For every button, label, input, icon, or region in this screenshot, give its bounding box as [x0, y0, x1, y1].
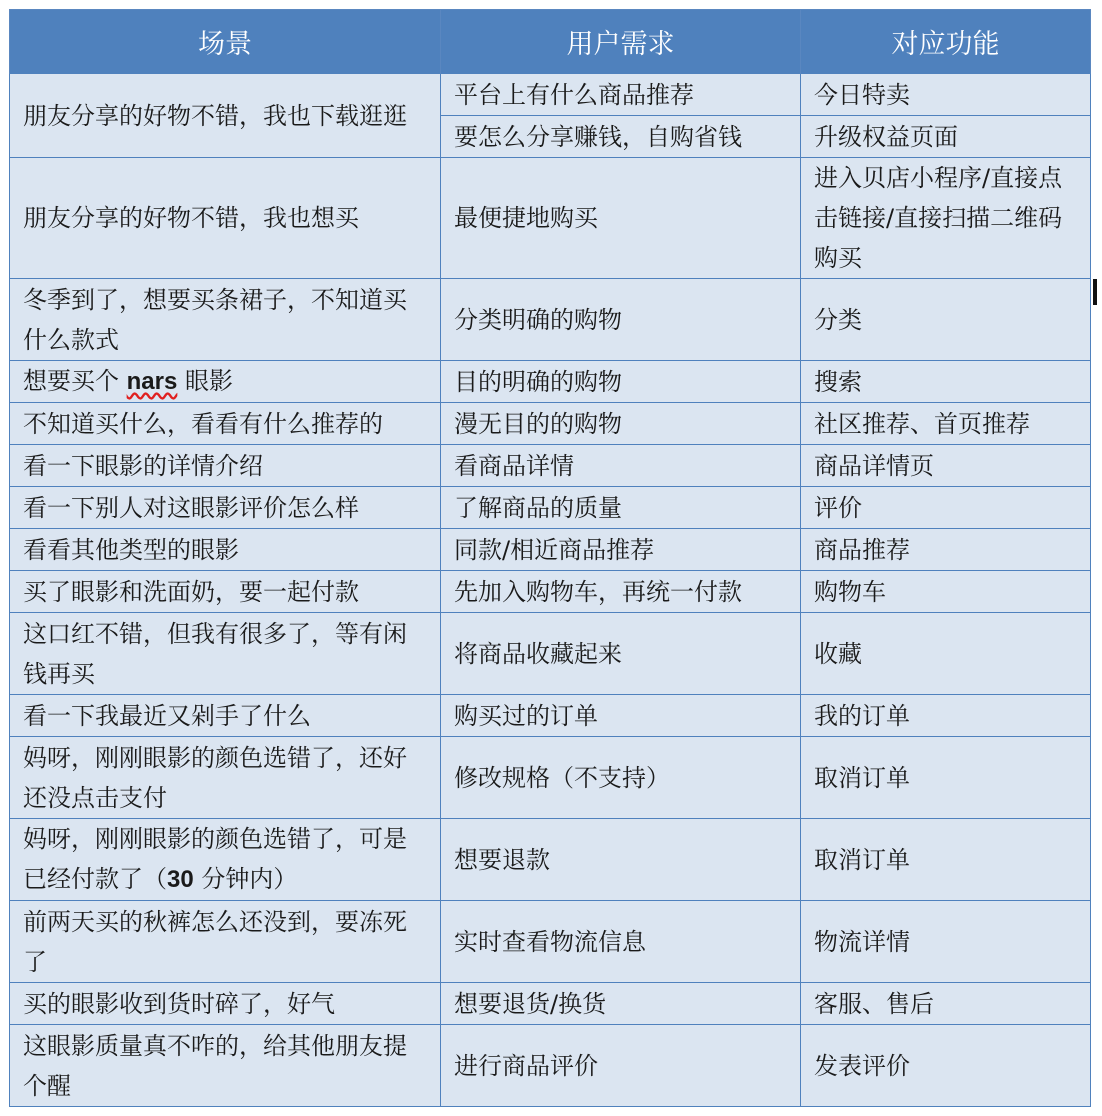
scene-cell: 这眼影质量真不咋的，给其他朋友提个醒: [10, 1025, 441, 1107]
need-cell: 实时查看物流信息: [441, 901, 801, 983]
scene-cell: 看一下眼影的详情介绍: [10, 445, 441, 487]
scene-cell: 看一下我最近又剁手了什么: [10, 695, 441, 737]
need-cell: 想要退款: [441, 819, 801, 901]
table-row: [10, 901, 1091, 983]
table-row: [10, 1025, 1091, 1107]
scene-cell: 看一下别人对这眼影评价怎么样: [10, 487, 441, 529]
function-cell: 收藏: [801, 613, 1091, 695]
text-cursor: [1093, 279, 1097, 305]
function-cell: 客服、售后: [801, 983, 1091, 1025]
brand-text: nars: [126, 368, 178, 395]
need-cell: 分类明确的购物: [441, 279, 801, 361]
scene-cell: 买的眼影收到货时碎了，好气: [10, 983, 441, 1025]
scene-text-post: 眼影: [177, 367, 233, 395]
scene-cell: 妈呀，刚刚眼影的颜色选错了，还好还没点击支付: [10, 737, 441, 819]
function-cell: 商品推荐: [801, 529, 1091, 571]
scene-text-pre: 妈呀，刚刚眼影的颜色选错了，可是已经付款了（: [23, 825, 407, 893]
scene-cell: 买了眼影和洗面奶，要一起付款: [10, 571, 441, 613]
function-cell: 搜索: [801, 361, 1091, 403]
function-cell: 分类: [801, 279, 1091, 361]
table-row: [10, 529, 1091, 571]
table-row: [10, 571, 1091, 613]
scene-cell: 看看其他类型的眼影: [10, 529, 441, 571]
need-cell: 平台上有什么商品推荐: [441, 74, 801, 116]
table-row: [10, 445, 1091, 487]
need-cell: 最便捷地购买: [441, 158, 801, 279]
need-cell: 进行商品评价: [441, 1025, 801, 1107]
table-row: [10, 487, 1091, 529]
need-cell: 想要退货/换货: [441, 983, 801, 1025]
function-cell: 物流详情: [801, 901, 1091, 983]
scene-cell: 不知道买什么，看看有什么推荐的: [10, 403, 441, 445]
table-row: [10, 983, 1091, 1025]
table-row: [10, 361, 1091, 403]
need-cell: 漫无目的的购物: [441, 403, 801, 445]
need-cell: 目的明确的购物: [441, 361, 801, 403]
function-cell: 购物车: [801, 571, 1091, 613]
function-cell: 取消订单: [801, 819, 1091, 901]
scene-cell: 前两天买的秋裤怎么还没到，要冻死了: [10, 901, 441, 983]
scene-text-post: 分钟内）: [193, 865, 298, 893]
function-cell: 今日特卖: [801, 74, 1091, 116]
scene-cell: 朋友分享的好物不错，我也下载逛逛: [10, 74, 441, 158]
header-row: [10, 10, 1091, 74]
need-cell: 先加入购物车，再统一付款: [441, 571, 801, 613]
function-cell: 取消订单: [801, 737, 1091, 819]
function-cell: 发表评价: [801, 1025, 1091, 1107]
need-cell: 同款/相近商品推荐: [441, 529, 801, 571]
need-cell: 看商品详情: [441, 445, 801, 487]
table-row: [10, 819, 1091, 901]
scene-cell: 这口红不错，但我有很多了，等有闲钱再买: [10, 613, 441, 695]
table-row: [10, 158, 1091, 279]
function-cell: 我的订单: [801, 695, 1091, 737]
table-row: [10, 403, 1091, 445]
function-cell: 进入贝店小程序/直接点击链接/直接扫描二维码购买: [801, 158, 1091, 279]
function-cell: 升级权益页面: [801, 116, 1091, 158]
header-scene: 场景: [10, 10, 441, 74]
need-cell: 要怎么分享赚钱，自购省钱: [441, 116, 801, 158]
scene-cell: [10, 361, 441, 403]
minutes-number: 30: [167, 866, 194, 893]
header-need: 用户需求: [441, 10, 801, 74]
scene-cell: [10, 819, 441, 901]
function-cell: 评价: [801, 487, 1091, 529]
table-row: [10, 695, 1091, 737]
need-cell: 修改规格（不支持）: [441, 737, 801, 819]
need-cell: 将商品收藏起来: [441, 613, 801, 695]
need-cell: 购买过的订单: [441, 695, 801, 737]
scene-text-pre: 想要买个: [23, 367, 127, 395]
table-row: [10, 613, 1091, 695]
scenario-function-table: [9, 9, 1091, 1107]
header-function: 对应功能: [801, 10, 1091, 74]
table-row: [10, 737, 1091, 819]
table-row: [10, 279, 1091, 361]
need-cell: 了解商品的质量: [441, 487, 801, 529]
function-cell: 商品详情页: [801, 445, 1091, 487]
scene-cell: 冬季到了，想要买条裙子，不知道买什么款式: [10, 279, 441, 361]
table-row: [10, 74, 1091, 116]
scene-cell: 朋友分享的好物不错，我也想买: [10, 158, 441, 279]
function-cell: 社区推荐、首页推荐: [801, 403, 1091, 445]
